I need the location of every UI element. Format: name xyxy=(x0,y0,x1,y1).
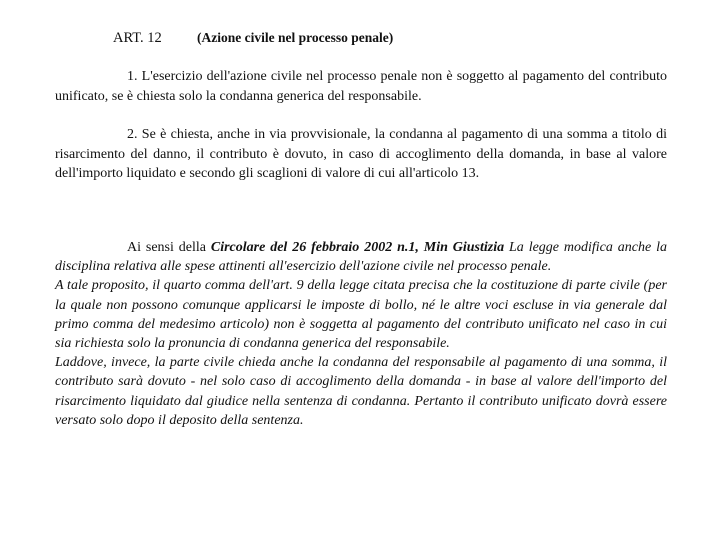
article-paragraph-1: 1. L'esercizio dell'azione civile nel processo penale non è soggetto al pagamento del contributo unificato, se è chiesta solo la condanna generica del responsabile. xyxy=(55,69,667,104)
article-paragraph-2: 2. Se è chiesta, anche in via provvisionale, la condanna al pagamento di una somma a titolo di risarcimento del danno, il contributo è dovuto, in caso di accoglimento della domanda, in base al valore dell'importo liquidato e secondo gli scaglioni di valore di cui all'articolo 13. xyxy=(55,127,667,181)
note-sentence-1: La legge modifica anche la disciplina relativa alle spese attinenti all'esercizio dell'azione civile nel processo penale. xyxy=(55,240,667,275)
note-lead: Ai sensi della xyxy=(127,240,211,255)
article-number: ART. 12 xyxy=(113,30,162,46)
circular-note xyxy=(55,238,667,430)
article-heading xyxy=(113,30,393,47)
note-reference: Circolare del 26 febbraio 2002 n.1, Min Giustizia xyxy=(210,240,505,255)
note-sentence-3: Laddove, invece, la parte civile chieda anche la condanna del responsabile al pagamento di una somma, il contributo sarà dovuto - nel solo caso di accoglimento della domanda - in base al valore dell'importo del risarcimento liquidato dal giudice nella sentenza di condanna. Pertanto il contributo unificato dovrà essere versato solo dopo il deposito della sentenza. xyxy=(55,355,667,428)
note-sentence-2: A tale proposito, il quarto comma dell'art. 9 della legge citata precisa che la costituzione di parte civile (per la quale non possono comunque applicarsi le imposte di bollo, né le altre voci escluse in via generale dal primo comma del medesimo articolo) non è soggetta al pagamento del contributo unificato nel caso in cui sia richiesta solo la pronuncia di condanna generica del responsabile. xyxy=(55,278,667,352)
article-title: (Azione civile nel processo penale) xyxy=(197,30,394,45)
